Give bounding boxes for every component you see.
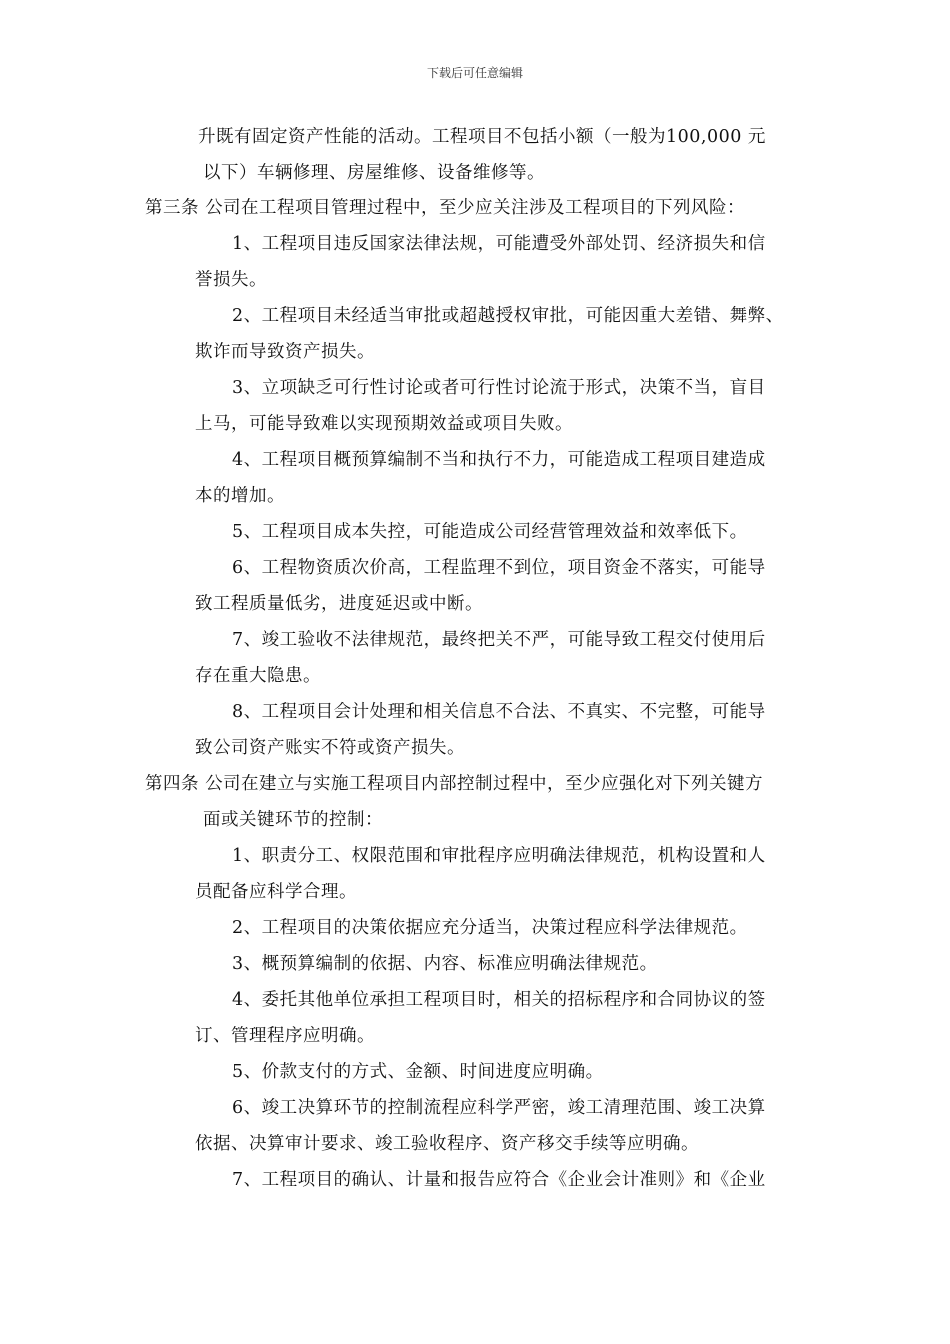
article-3-heading: 第三条 公司在工程项目管理过程中，至少应关注涉及工程项目的下列风险： — [145, 198, 746, 218]
list-item-continuation: 本的增加。 — [195, 486, 285, 506]
list-item: 2、工程项目的决策依据应充分适当，决策过程应科学法律规范。 — [232, 918, 748, 938]
list-item: 1、工程项目违反国家法律法规，可能遭受外部处罚、经济损失和信 — [232, 234, 766, 254]
text-line: 以下）车辆修理、房屋维修、设备维修等。 — [203, 163, 545, 183]
list-item-continuation: 欺诈而导致资产损失。 — [195, 342, 375, 362]
list-item-continuation: 上马，可能导致难以实现预期效益或项目失败。 — [195, 414, 573, 434]
list-item: 4、工程项目概预算编制不当和执行不力，可能造成工程项目建造成 — [232, 450, 766, 470]
list-item-continuation: 依据、决算审计要求、竣工验收程序、资产移交手续等应明确。 — [195, 1134, 699, 1154]
list-item-continuation: 订、管理程序应明确。 — [195, 1026, 375, 1046]
list-item: 7、竣工验收不法律规范，最终把关不严，可能导致工程交付使用后 — [232, 630, 766, 650]
list-item: 4、委托其他单位承担工程项目时，相关的招标程序和合同协议的签 — [232, 990, 766, 1010]
list-item: 6、工程物资质次价高，工程监理不到位，项目资金不落实，可能导 — [232, 558, 766, 578]
list-item: 6、竣工决算环节的控制流程应科学严密，竣工清理范围、竣工决算 — [232, 1098, 766, 1118]
list-item: 5、工程项目成本失控，可能造成公司经营管理效益和效率低下。 — [232, 522, 748, 542]
page-header: 下载后可任意编辑 — [426, 66, 523, 80]
list-item-continuation: 誉损失。 — [195, 270, 267, 290]
list-item-continuation: 致公司资产账实不符或资产损失。 — [195, 738, 465, 758]
text-line: 升既有固定资产性能的活动。工程项目不包括小额（一般为100,000 元 — [198, 127, 766, 147]
list-item: 3、立项缺乏可行性讨论或者可行性讨论流于形式，决策不当，盲目 — [232, 378, 766, 398]
list-item: 7、工程项目的确认、计量和报告应符合《企业会计准则》和《企业 — [232, 1170, 766, 1190]
article-4-heading: 第四条 公司在建立与实施工程项目内部控制过程中，至少应强化对下列关键方 — [145, 774, 764, 794]
list-item-continuation: 员配备应科学合理。 — [195, 882, 357, 902]
list-item-continuation: 致工程质量低劣，进度延迟或中断。 — [195, 594, 483, 614]
article-4-continuation: 面或关键环节的控制： — [203, 810, 383, 830]
list-item: 8、工程项目会计处理和相关信息不合法、不真实、不完整，可能导 — [232, 702, 766, 722]
list-item-continuation: 存在重大隐患。 — [195, 666, 321, 686]
list-item: 1、职责分工、权限范围和审批程序应明确法律规范，机构设置和人 — [232, 846, 766, 866]
list-item: 3、概预算编制的依据、内容、标准应明确法律规范。 — [232, 954, 658, 974]
list-item: 5、价款支付的方式、金额、时间进度应明确。 — [232, 1062, 604, 1082]
list-item: 2、工程项目未经适当审批或超越授权审批，可能因重大差错、舞弊、 — [232, 306, 784, 326]
